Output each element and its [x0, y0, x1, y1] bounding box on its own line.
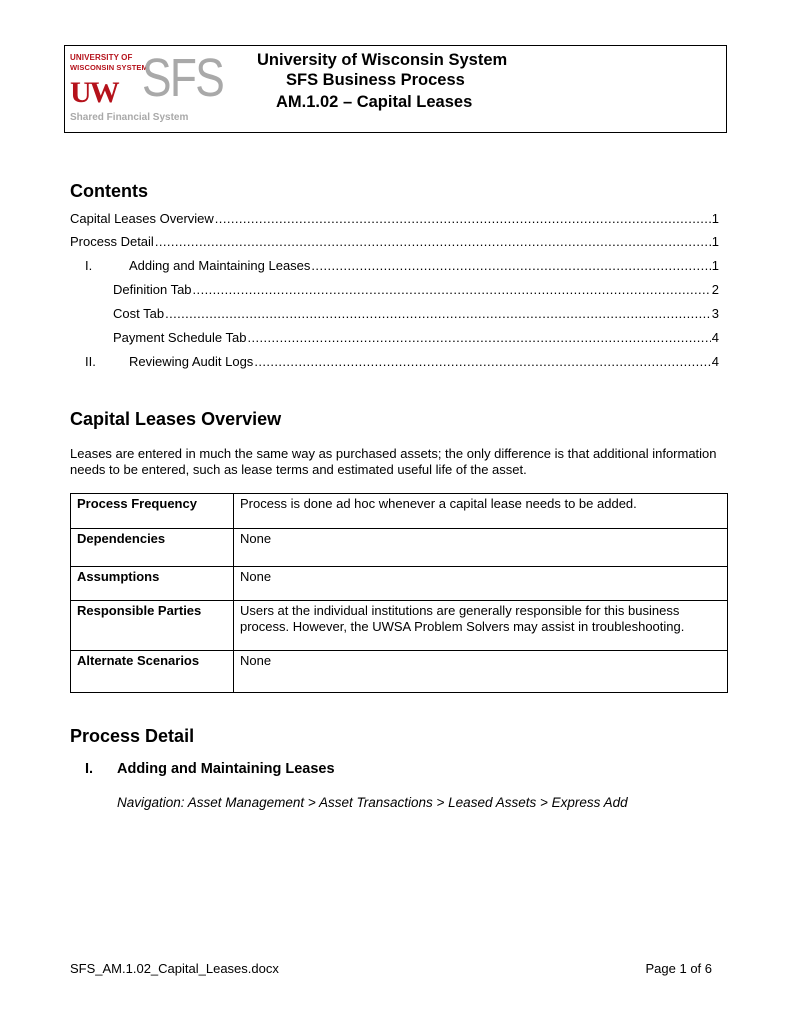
- logo-sfs-text: SFS: [142, 48, 224, 108]
- table-cell-key: Dependencies: [71, 529, 234, 567]
- table-row: [71, 494, 728, 529]
- toc-entry[interactable]: [70, 211, 719, 227]
- header-title-line2: SFS Business Process: [286, 71, 465, 89]
- logo-university-text: [70, 53, 148, 73]
- table-cell-value: None: [234, 529, 728, 567]
- header-title-line3: AM.1.02 – Capital Leases: [276, 93, 473, 111]
- table-cell-key: Process Frequency: [71, 494, 234, 529]
- toc-entry[interactable]: [113, 330, 719, 346]
- toc-entry-page: 4: [711, 330, 719, 345]
- toc-dot-leader: [155, 234, 711, 250]
- table-cell-key: Responsible Parties: [71, 601, 234, 651]
- toc-entry-page: 1: [711, 211, 719, 226]
- toc-entry[interactable]: [70, 234, 719, 250]
- section-title: Adding and Maintaining Leases: [117, 761, 335, 777]
- toc-entry-label: Capital Leases Overview: [70, 211, 214, 226]
- toc-entry-number: I.: [85, 258, 93, 273]
- table-row: [71, 651, 728, 693]
- table-cell-value: Users at the individual institutions are generally responsible for this business process. However, the UWSA Problem Solvers may assist in troubleshooting.: [234, 601, 728, 651]
- toc-entry-label: Definition Tab: [113, 282, 192, 297]
- navigation-path: Navigation: Asset Management > Asset Transactions > Leased Assets > Express Add: [117, 795, 628, 810]
- header-title-line1: University of Wisconsin System: [257, 51, 508, 69]
- process-detail-heading: Process Detail: [70, 726, 195, 746]
- toc-dot-leader: [215, 211, 711, 227]
- overview-heading: Capital Leases Overview: [70, 409, 282, 429]
- toc-entry-label: Payment Schedule Tab: [113, 330, 247, 345]
- process-table: [70, 493, 728, 693]
- logo-uw-mark: UW: [70, 76, 118, 109]
- toc-dot-leader: [165, 306, 711, 322]
- toc-entry-page: 1: [711, 258, 719, 273]
- toc-entry[interactable]: [113, 282, 719, 298]
- toc-entry[interactable]: [85, 258, 719, 274]
- toc-entry[interactable]: [85, 354, 719, 370]
- section-heading-adding-leases: [85, 760, 335, 778]
- toc-dot-leader: [193, 282, 711, 298]
- contents-heading: Contents: [70, 181, 148, 201]
- toc-entry-page: 1: [711, 234, 719, 249]
- table-cell-value: None: [234, 651, 728, 693]
- table-row: [71, 601, 728, 651]
- table-row: [71, 567, 728, 601]
- footer-filename: SFS_AM.1.02_Capital_Leases.docx: [70, 961, 279, 976]
- toc-entry-label: Process Detail: [70, 234, 154, 249]
- table-cell-key: Assumptions: [71, 567, 234, 601]
- toc-dot-leader: [247, 330, 710, 346]
- table-cell-value: Process is done ad hoc whenever a capital lease needs to be added.: [234, 494, 728, 529]
- toc-entry-number: II.: [85, 354, 96, 369]
- toc-dot-leader: [254, 354, 710, 370]
- logo-tagline: Shared Financial System: [70, 112, 189, 123]
- toc-entry-page: 4: [711, 354, 719, 369]
- toc-entry-page: 2: [711, 282, 719, 297]
- toc-dot-leader: [311, 258, 710, 274]
- logo-line2: WISCONSIN SYSTEM: [70, 63, 148, 72]
- section-number: I.: [85, 761, 94, 777]
- table-cell-key: Alternate Scenarios: [71, 651, 234, 693]
- toc-entry-label: Adding and Maintaining Leases: [129, 258, 311, 273]
- footer-page-number: Page 1 of 6: [645, 961, 712, 976]
- toc-entry-label: Cost Tab: [113, 306, 165, 321]
- table-row: [71, 529, 728, 567]
- toc-entry-page: 3: [711, 306, 719, 321]
- toc-entry-label: Reviewing Audit Logs: [129, 354, 254, 369]
- overview-paragraph: Leases are entered in much the same way as purchased assets; the only difference is that additional information needs to be entered, such as lease terms and estimated useful life of the asset.: [70, 446, 717, 477]
- table-cell-value: None: [234, 567, 728, 601]
- sfs-logo: [70, 48, 224, 128]
- logo-line1: UNIVERSITY OF: [70, 53, 133, 62]
- toc-entry[interactable]: [113, 306, 719, 322]
